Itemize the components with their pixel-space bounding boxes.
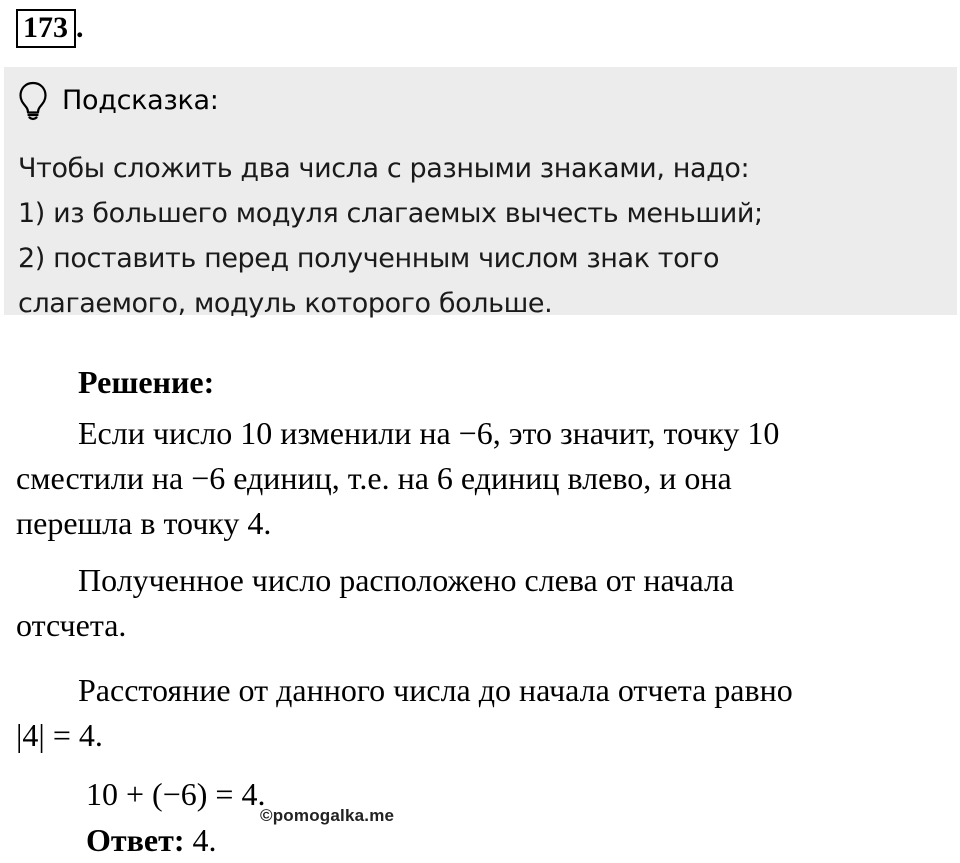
hint-line: 1) из большего модуля слагаемых вычесть меньший; xyxy=(18,198,763,229)
paragraph-line: Если число 10 изменили на −6, это значит, точку 10 xyxy=(78,415,780,451)
solution-paragraph-1 xyxy=(16,411,926,546)
solution-title: Решение: xyxy=(78,364,215,400)
task-number-suffix: . xyxy=(76,11,84,44)
task-number-value: 173 xyxy=(23,11,68,44)
solution-equation: 10 + (−6) = 4. xyxy=(86,776,266,812)
paragraph-line: Полученное число расположено слева от начала xyxy=(78,562,735,598)
watermark: ©pomogalka.me xyxy=(260,806,395,825)
hint-title: Подсказка: xyxy=(62,85,219,116)
answer-line xyxy=(86,817,216,863)
hint-body xyxy=(18,146,948,326)
paragraph-line: сместили на −6 единиц, т.е. на 6 единиц влево, и она xyxy=(16,460,732,496)
hint-header xyxy=(18,81,219,121)
hint-line: слагаемого, модуль которого больше. xyxy=(18,288,553,319)
answer-label: Ответ: xyxy=(86,822,185,858)
task-number xyxy=(16,9,84,48)
solution-paragraph-2 xyxy=(16,558,926,648)
paragraph-line: перешла в точку 4. xyxy=(16,505,272,541)
hint-line: Чтобы сложить два числа с разными знаками, надо: xyxy=(18,153,750,184)
paragraph-line: |4| = 4. xyxy=(16,717,103,753)
lightbulb-icon xyxy=(18,81,48,121)
solution-paragraph-3 xyxy=(16,668,926,758)
hint-line: 2) поставить перед полученным числом знак того xyxy=(18,243,720,274)
paragraph-line: отсчета. xyxy=(16,607,127,643)
hint-panel xyxy=(4,67,957,319)
answer-value: 4. xyxy=(184,822,217,858)
task-number-box xyxy=(16,9,76,48)
paragraph-line: Расстояние от данного числа до начала отчета равно xyxy=(78,672,793,708)
